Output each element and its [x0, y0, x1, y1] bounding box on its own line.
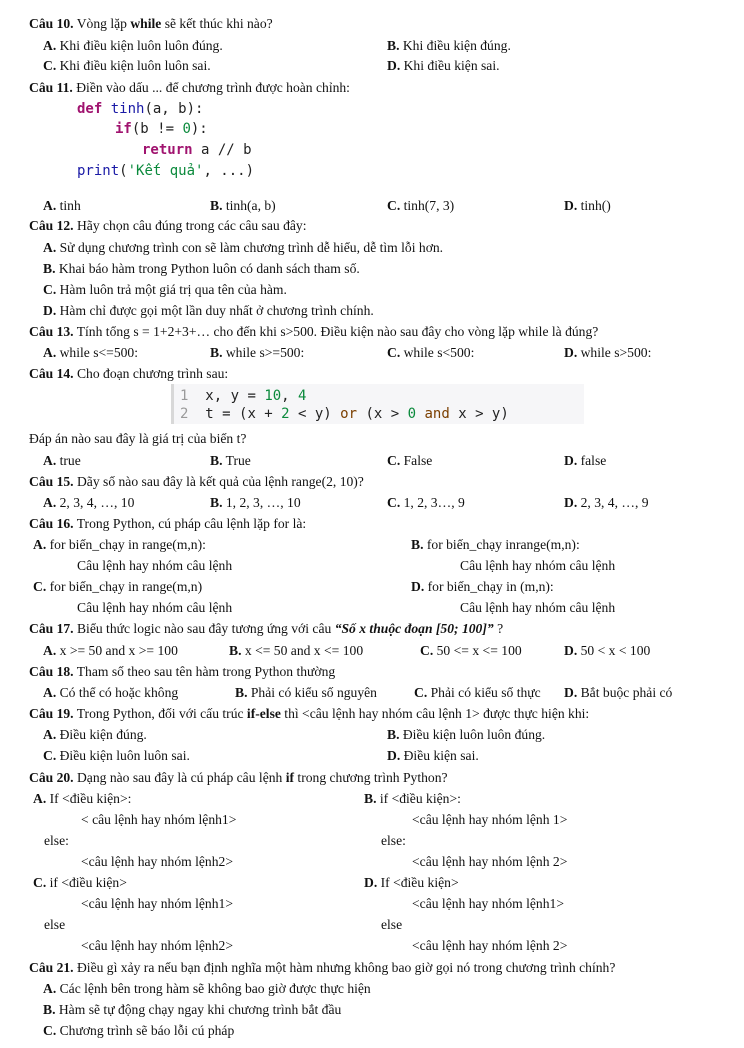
quoted-phrase: “Số x thuộc đoạn [50; 100]” — [334, 621, 494, 636]
question-text: sẽ kết thúc khi nào? — [161, 16, 273, 31]
option-a: A. tinh — [43, 198, 81, 213]
question-text: Tính tổng s = 1+2+3+… cho đến khi s>500. Điều kiện nào sau đây cho vòng lặp while là đúng? — [73, 324, 599, 339]
question-20 — [29, 768, 448, 787]
option-a: A. Khi điều kiện luôn luôn đúng. — [43, 38, 223, 53]
option-a: A. Sử dụng chương trình con sẽ làm chương trình dễ hiểu, dễ tìm lỗi hơn. — [43, 240, 444, 255]
question-text: Biểu thức logic nào sau đây tương ứng với câu — [73, 621, 335, 636]
option-a: A. If <điều kiện>: — [33, 791, 132, 806]
option-d: D. 50 < x < 100 — [564, 643, 651, 658]
question-15 — [29, 472, 364, 491]
question-10 — [29, 14, 273, 33]
question-number: Câu 16. — [29, 516, 74, 531]
option-a: A. x >= 50 and x >= 100 — [43, 643, 178, 658]
question-number: Câu 19. — [29, 706, 74, 721]
option-b: B. if <điều kiện>: — [364, 791, 461, 806]
option-c-else: else — [44, 917, 66, 932]
option-a: A. Điều kiện đúng. — [43, 727, 147, 742]
question-number: Câu 15. — [29, 474, 74, 489]
option-c: C. tinh(7, 3) — [387, 198, 455, 213]
option-a: A. Có thể có hoặc không — [43, 685, 179, 700]
option-b-body: <câu lệnh hay nhóm lệnh 1> — [412, 812, 568, 827]
option-a: A. Các lệnh bên trong hàm sẽ không bao giờ được thực hiện — [43, 981, 371, 996]
question-14 — [29, 364, 228, 383]
option-d: D. 2, 3, 4, …, 9 — [564, 495, 649, 510]
question-12 — [29, 216, 306, 235]
code-line: def tinh(a, b): — [77, 101, 204, 117]
option-d: D. while s>500: — [564, 345, 652, 360]
option-b-body2: <câu lệnh hay nhóm lệnh 2> — [412, 854, 568, 869]
question-number: Câu 18. — [29, 664, 74, 679]
option-d-else: else — [381, 917, 403, 932]
keyword: if — [285, 770, 295, 785]
option-c: C. Điều kiện luôn luôn sai. — [43, 748, 190, 763]
question-text: Cho đoạn chương trình sau: — [73, 366, 229, 381]
option-b: B. Hàm sẽ tự động chạy ngay khi chương trình bắt đầu — [43, 1002, 342, 1017]
question-13 — [29, 322, 598, 341]
option-b: B. Điều kiện luôn luôn đúng. — [387, 727, 546, 742]
option-c: C. 1, 2, 3…, 9 — [387, 495, 465, 510]
question-text: Vòng lặp — [73, 16, 131, 31]
question-number: Câu 21. — [29, 960, 74, 975]
option-c: C. if <điều kiện> — [33, 875, 127, 890]
question-17: Câu 17. Biểu thức logic nào sau đây tương ứng với câu “Số x thuộc đoạn [50; 100]” ? — [29, 621, 504, 636]
question-text: Hãy chọn câu đúng trong các câu sau đây: — [73, 218, 307, 233]
question-11 — [29, 78, 350, 97]
option-c: C. Khi điều kiện luôn luôn sai. — [43, 58, 211, 73]
option-a-body2: <câu lệnh hay nhóm lệnh2> — [81, 854, 233, 869]
option-d: D. Điều kiện sai. — [387, 748, 479, 763]
option-b-else: else: — [381, 833, 406, 848]
option-b: B. True — [210, 453, 251, 468]
keyword: while — [130, 16, 162, 31]
question-21 — [29, 958, 615, 977]
option-c-body2: <câu lệnh hay nhóm lệnh2> — [81, 938, 233, 953]
option-d: D. for biến_chạy in (m,n): — [411, 579, 554, 594]
code-line: if(b != 0): — [115, 121, 208, 137]
option-b: B. tinh(a, b) — [210, 198, 276, 213]
question-16 — [29, 514, 306, 533]
option-b: B. x <= 50 and x <= 100 — [229, 643, 364, 658]
option-d-body: Câu lệnh hay nhóm câu lệnh — [460, 600, 616, 615]
option-b: B. Khi điều kiện đúng. — [387, 38, 511, 53]
option-b: B. Khai báo hàm trong Python luôn có danh sách tham số. — [43, 261, 360, 276]
option-d: D. tinh() — [564, 198, 611, 213]
option-d: D. Bắt buộc phải có — [564, 685, 673, 700]
option-d-body: <câu lệnh hay nhóm lệnh1> — [412, 896, 564, 911]
question-number: Câu 17. — [29, 621, 74, 636]
code-line: print('Kết quả', ...) — [77, 163, 255, 179]
option-c: C. Chương trình sẽ báo lỗi cú pháp — [43, 1023, 235, 1038]
option-a-body: < câu lệnh hay nhóm lệnh1> — [81, 812, 237, 827]
question-14-ask: Đáp án nào sau đây là giá trị của biến t? — [29, 431, 247, 446]
question-text: Dạng nào sau đây là cú pháp câu lệnh — [73, 770, 286, 785]
option-c-body: Câu lệnh hay nhóm câu lệnh — [77, 600, 233, 615]
option-c: C. Phải có kiểu số thực — [414, 685, 541, 700]
option-d: D. Hàm chỉ được gọi một lần duy nhất ở chương trình chính. — [43, 303, 374, 318]
question-number: Câu 20. — [29, 770, 74, 785]
question-18 — [29, 662, 335, 681]
option-d-body2: <câu lệnh hay nhóm lệnh 2> — [412, 938, 568, 953]
question-number: Câu 10. — [29, 16, 74, 31]
keyword: if-else — [246, 706, 281, 721]
option-b: B. Phải có kiểu số nguyên — [235, 685, 377, 700]
question-text: Điền vào dấu ... để chương trình được hoàn chỉnh: — [72, 80, 350, 95]
option-b: B. for biến_chạy inrange(m,n): — [411, 537, 580, 552]
option-b-body: Câu lệnh hay nhóm câu lệnh — [460, 558, 616, 573]
question-19 — [29, 704, 589, 723]
option-a-else: else: — [44, 833, 69, 848]
question-text: Trong Python, đối với cấu trúc — [73, 706, 247, 721]
option-c: C. while s<500: — [387, 345, 475, 360]
question-number: Câu 13. — [29, 324, 74, 339]
code-line: return a // b — [142, 142, 252, 158]
option-c: C. for biến_chạy in range(m,n) — [33, 579, 203, 594]
question-text: trong chương trình Python? — [294, 770, 448, 785]
question-number: Câu 12. — [29, 218, 74, 233]
question-number: Câu 14. — [29, 366, 74, 381]
option-b: B. 1, 2, 3, …, 10 — [210, 495, 301, 510]
question-text: Trong Python, cú pháp câu lệnh lặp for là: — [73, 516, 307, 531]
option-a: A. while s<=500: — [43, 345, 139, 360]
question-number: Câu 11. — [29, 80, 73, 95]
question-text: Điều gì xảy ra nếu bạn định nghĩa một hàm nhưng không bao giờ gọi nó trong chương trình chính? — [73, 960, 616, 975]
option-d: D. If <điều kiện> — [364, 875, 459, 890]
option-a-body: Câu lệnh hay nhóm câu lệnh — [77, 558, 233, 573]
option-a: A. true — [43, 453, 81, 468]
option-b: B. while s>=500: — [210, 345, 305, 360]
option-d: D. Khi điều kiện sai. — [387, 58, 500, 73]
question-text: Tham số theo sau tên hàm trong Python thường — [73, 664, 336, 679]
question-text: Dãy số nào sau đây là kết quả của lệnh range(2, 10)? — [73, 474, 364, 489]
code-line: 1 x, y = 10, 4 — [180, 388, 307, 404]
option-a: A. for biến_chạy in range(m,n): — [33, 537, 206, 552]
option-c: C. 50 <= x <= 100 — [420, 643, 522, 658]
option-a: A. 2, 3, 4, …, 10 — [43, 495, 135, 510]
option-c-body: <câu lệnh hay nhóm lệnh1> — [81, 896, 233, 911]
option-d: D. false — [564, 453, 607, 468]
option-c: C. Hàm luôn trả một giá trị qua tên của hàm. — [43, 282, 287, 297]
option-c: C. False — [387, 453, 433, 468]
question-text: thì <câu lệnh hay nhóm câu lệnh 1> được thực hiện khi: — [280, 706, 590, 721]
code-line: 2 t = (x + 2 < y) or (x > 0 and x > y) — [180, 406, 509, 422]
